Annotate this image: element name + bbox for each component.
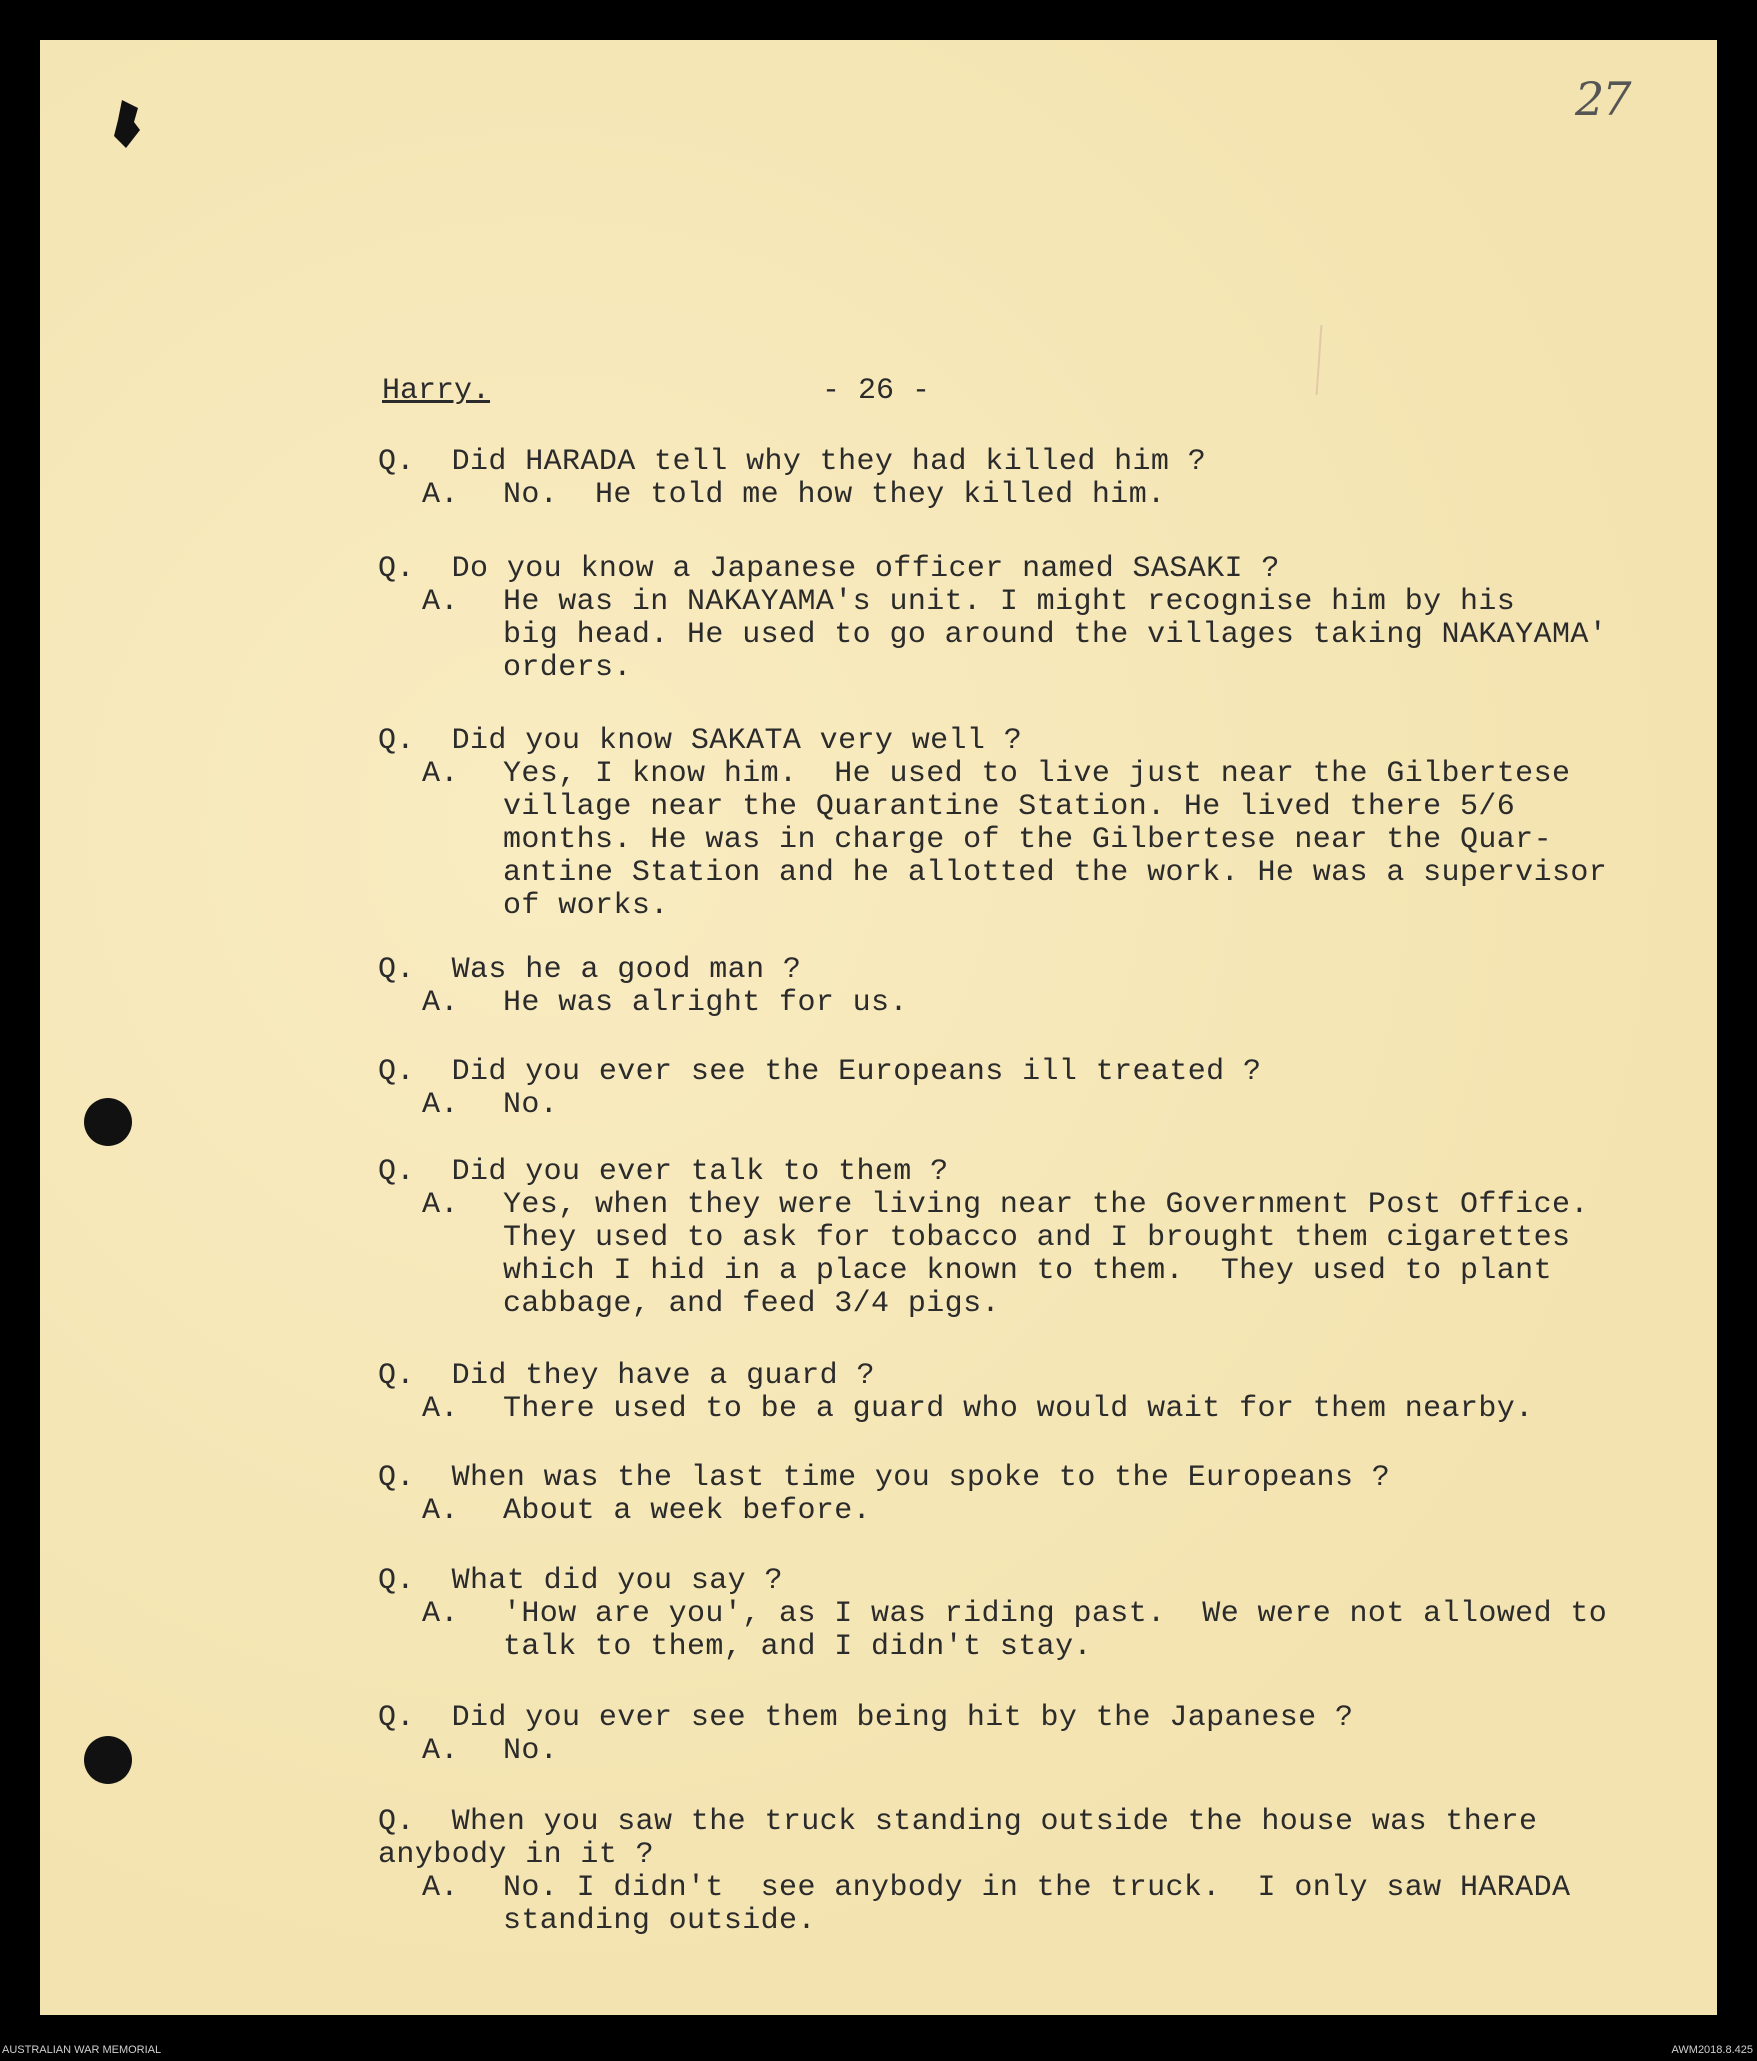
answer: A. There used to be a guard who would wait for them nearby. xyxy=(422,1392,1534,1426)
archive-reference: AWM2018.8.425 xyxy=(1671,2044,1753,2056)
qa-block xyxy=(378,553,1607,685)
answer: A. 'How are you', as I was riding past. We were not allowed to talk to them, and I didn't stay. xyxy=(422,1597,1608,1664)
torn-corner-mark xyxy=(112,100,142,150)
question: Q. Did HARADA tell why they had killed him ? xyxy=(378,445,1207,479)
question: Q. Do you know a Japanese officer named SASAKI ? xyxy=(378,552,1280,586)
answer: A. Yes, when they were living near the Government Post Office. They used to ask for tobacco and I brought them cigarettes which I hid in a place known to them. They used to plant cabbage, and feed 3/4 pigs. xyxy=(422,1188,1589,1321)
answer: A. No. He told me how they killed him. xyxy=(422,478,1166,512)
question: Q. When you saw the truck standing outside the house was there anybody in it ? xyxy=(378,1805,1538,1872)
qa-block xyxy=(378,725,1607,923)
answer: A. About a week before. xyxy=(422,1494,872,1528)
punch-hole-upper xyxy=(84,1098,132,1146)
qa-block xyxy=(378,954,908,1020)
handwritten-page-number: 27 xyxy=(1575,72,1630,126)
header-page-number: - 26 - xyxy=(822,374,931,408)
question: Q. What did you say ? xyxy=(378,1564,783,1598)
qa-block xyxy=(378,1462,1390,1528)
qa-block xyxy=(378,1056,1261,1122)
answer: A. He was alright for us. xyxy=(422,986,908,1020)
answer: A. No. xyxy=(422,1088,559,1122)
question: Q. Did they have a guard ? xyxy=(378,1359,875,1393)
question: Q. Did you know SAKATA very well ? xyxy=(378,724,1023,758)
answer: A. He was in NAKAYAMA's unit. I might recognise him by his big head. He used to go around the villages taking NAKAYAMA' orders. xyxy=(422,585,1608,685)
question: Q. When was the last time you spoke to the Europeans ? xyxy=(378,1461,1391,1495)
question: Q. Did you ever talk to them ? xyxy=(378,1155,949,1189)
answer: A. Yes, I know him. He used to live just near the Gilbertese village near the Quarantine Station. He lived there 5/6 months. He was in charge of the Gilbertese near the Quar- antine Station and he allotted the work. He was a supervisor of works. xyxy=(422,757,1608,923)
answer: A. No. I didn't see anybody in the truck. I only saw HARADA standing outside. xyxy=(422,1871,1571,1938)
qa-block xyxy=(378,1565,1607,1664)
archive-credit: AUSTRALIAN WAR MEMORIAL xyxy=(2,2044,162,2056)
question: Q. Did you ever see the Europeans ill treated ? xyxy=(378,1055,1262,1089)
header-name: Harry. xyxy=(382,374,491,408)
qa-block xyxy=(378,1156,1589,1321)
question: Q. Did you ever see them being hit by the Japanese ? xyxy=(378,1701,1354,1735)
qa-block xyxy=(378,1360,1534,1426)
punch-hole-lower xyxy=(84,1736,132,1784)
qa-block xyxy=(378,1806,1570,1938)
answer: A. No. xyxy=(422,1734,559,1768)
question: Q. Was he a good man ? xyxy=(378,953,802,987)
qa-block xyxy=(378,446,1206,512)
qa-block xyxy=(378,1702,1353,1768)
